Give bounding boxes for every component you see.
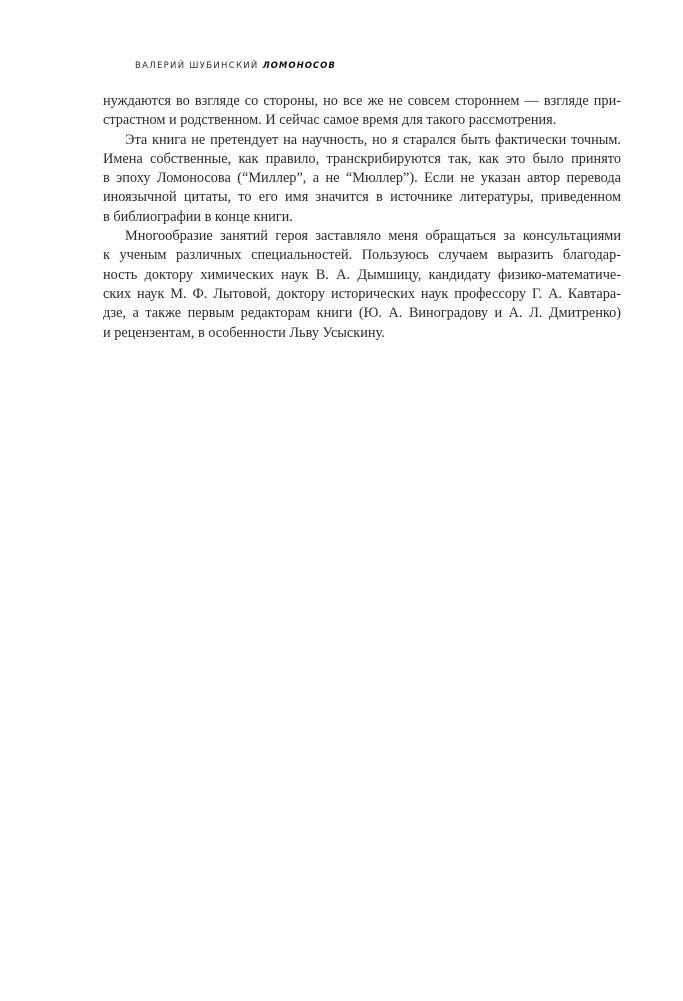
paragraph-1 [103,92,621,131]
text-line: ность доктору химических наук В. А. Дымшицу, кандидату физико-математиче- [103,266,621,283]
text-line: иноязычной цитаты, то его имя значится в источнике литературы, приведенном [103,189,621,206]
text-line: к ученым различных специальностей. Пользуюсь случаем выразить благодар- [103,247,621,264]
running-head [135,61,336,71]
text-line: в библиографии в конце книги. [103,208,293,225]
text-line: в эпоху Ломоносова (“Миллер”, а не “Мюллер”). Если не указан автор перевода [103,170,621,187]
text-line: Эта книга не претендует на научность, но я старался быть фактически точным. [125,131,621,148]
text-line: дзе, а также первым редакторам книги (Ю. А. Виноградову и А. Л. Дмитренко) [103,305,621,322]
running-head-author: ВАЛЕРИЙ ШУБИНСКИЙ [135,61,259,71]
text-line: нуждаются во взгляде со стороны, но все же не совсем стороннем — взгляде при- [103,93,621,109]
paragraph-2 [103,131,621,227]
text-line: Имена собственные, как правило, транскрибируются так, как это было принято [103,150,621,167]
text-line: страстном и родственном. И сейчас самое время для такого рассмотрения. [103,112,557,129]
text-line: и рецензентам, в особенности Льву Усыскину. [103,324,385,341]
body-text [103,92,621,343]
text-line: Многообразие занятий героя заставляло меня обращаться за консультациями [125,228,621,245]
running-head-title: ЛОМОНОСОВ [262,61,336,71]
paragraph-3 [103,227,621,343]
text-line: ских наук М. Ф. Лытовой, доктору исторических наук профессору Г. А. Кавтара- [103,285,621,302]
